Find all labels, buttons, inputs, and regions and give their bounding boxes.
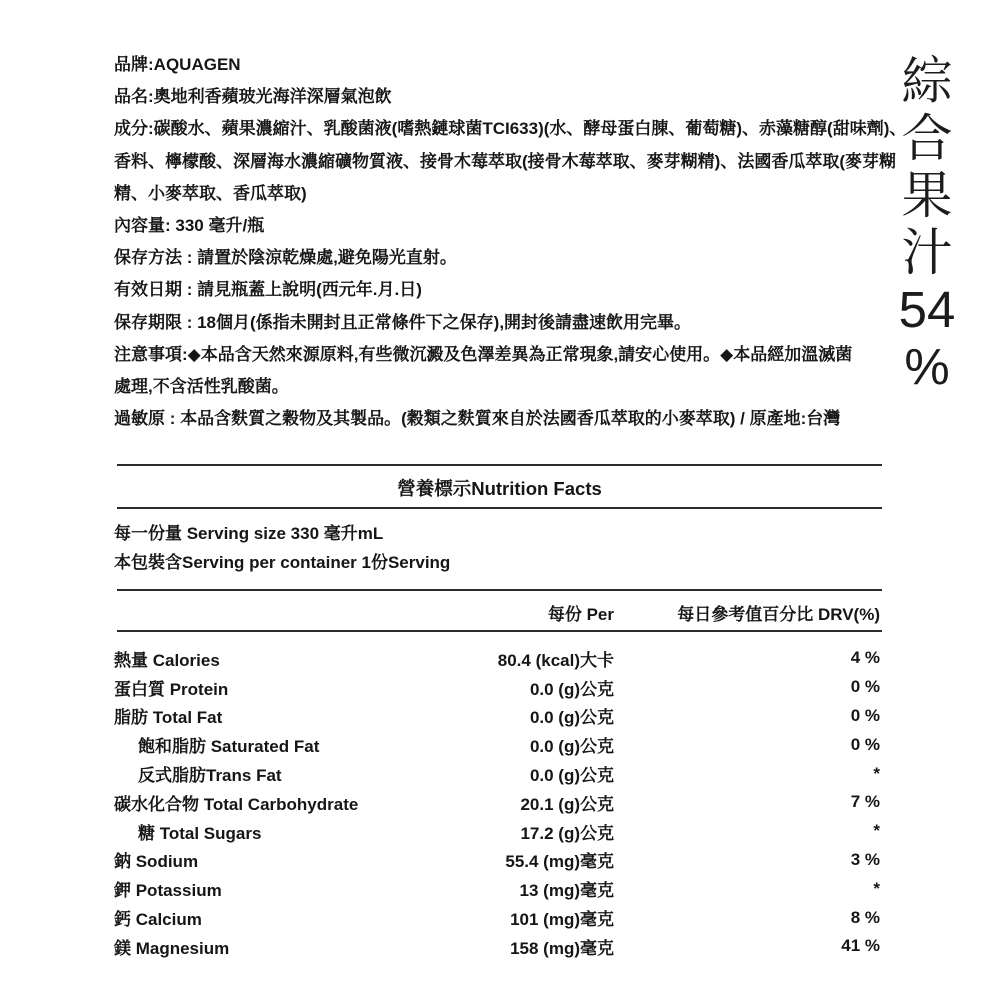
per-serving-value: 17.2 (g)公克 — [520, 823, 614, 843]
nutrition-table-header — [114, 600, 880, 625]
nutrient-label: 反式脂肪Trans Fat — [138, 766, 282, 786]
divider-below-title — [117, 507, 882, 509]
vertical-char: 合 — [901, 110, 953, 167]
table-row — [114, 903, 880, 932]
per-serving-value: 0.0 (g)公克 — [529, 708, 614, 728]
nutrient-label: 鈣 Calcium — [114, 910, 202, 930]
ingredients-line-1: 成分:碳酸水、蘋果濃縮汁、乳酸菌液(嗜熱鏈球菌TCI633)(水、酵母蛋白腖、葡萄糖)、赤藻糖醇(甜味劑)、 — [114, 119, 907, 139]
nutrient-label: 蛋白質 Protein — [114, 679, 229, 699]
nutrient-label: 鎂 Magnesium — [114, 938, 230, 958]
nutrient-label: 脂肪 Total Fat — [114, 708, 223, 728]
drv-value: * — [873, 763, 880, 783]
table-row — [114, 932, 880, 961]
per-serving-value: 158 (mg)毫克 — [510, 938, 614, 958]
table-row — [114, 702, 880, 731]
serving-size-line: 每一份量 Serving size 330 毫升mL — [114, 524, 384, 543]
table-row — [114, 730, 880, 759]
vertical-char: 汁 — [901, 224, 953, 281]
caution-line-1: 注意事項:◆本品含天然來源原料,有些微沉澱及色澤差異為正常現象,請安心使用。◆本品經加溫滅菌 — [114, 344, 853, 364]
table-row — [114, 673, 880, 702]
storage-method-line: 保存方法 : 請置於陰涼乾燥處,避免陽光直射。 — [114, 248, 457, 268]
per-serving-value: 13 (mg)毫克 — [519, 881, 614, 901]
nutrient-label: 碳水化合物 Total Carbohydrate — [114, 794, 359, 814]
per-serving-value: 20.1 (g)公克 — [520, 794, 614, 814]
drv-value: * — [873, 821, 880, 841]
shelf-life-line: 保存期限 : 18個月(係指未開封且正常條件下之保存),開封後請盡速飲用完畢。 — [114, 312, 692, 332]
table-row — [114, 874, 880, 903]
header-per-serving: 每份 Per — [547, 605, 614, 624]
nutrient-label: 飽和脂肪 Saturated Fat — [138, 737, 320, 757]
per-serving-value: 101 (mg)毫克 — [510, 910, 614, 930]
drv-value: 8 % — [850, 907, 880, 927]
caution-line-2: 處理,不含活性乳酸菌。 — [114, 377, 289, 397]
ingredients-line-2: 香料、檸檬酸、深層海水濃縮礦物質液、接骨木莓萃取(接骨木莓萃取、麥芽糊精)、法國香瓜萃取(麥芽糊 — [114, 151, 896, 171]
nutrient-label: 熱量 Calories — [114, 650, 220, 670]
allergen-origin-line: 過敏原 : 本品含麩質之穀物及其製品。(穀類之麩質來自於法國香瓜萃取的小麥萃取) / 原產地:台灣 — [114, 409, 841, 429]
nutrient-label: 糖 Total Sugars — [138, 823, 262, 843]
net-content-line: 內容量: 330 毫升/瓶 — [114, 216, 265, 236]
expiry-date-line: 有效日期 : 請見瓶蓋上說明(西元年.月.日) — [114, 280, 422, 300]
drv-value: 41 % — [841, 936, 880, 956]
product-name-line: 品名:奧地利香蘋玻光海洋深層氣泡飲 — [114, 87, 392, 107]
table-row — [114, 846, 880, 875]
header-drv: 每日參考值百分比 DRV(%) — [677, 605, 880, 624]
vertical-char: 54 — [898, 281, 956, 338]
drv-value: 3 % — [850, 849, 880, 869]
per-serving-value: 0.0 (g)公克 — [529, 679, 614, 699]
brand-line: 品牌:AQUAGEN — [114, 55, 241, 74]
ingredients-line-3: 精、小麥萃取、香瓜萃取) — [114, 183, 307, 203]
servings-per-container-line: 本包裝含Serving per container 1份Serving — [114, 552, 451, 572]
per-serving-value: 55.4 (mg)毫克 — [505, 852, 614, 872]
nutrition-facts-title: 營養標示Nutrition Facts — [397, 478, 602, 499]
divider-below-header — [117, 630, 882, 632]
nutrient-label: 鈉 Sodium — [114, 852, 199, 872]
drv-value: 0 % — [850, 677, 880, 697]
vertical-char: % — [904, 338, 950, 395]
table-row — [114, 817, 880, 846]
juice-content-vertical-label — [896, 53, 958, 395]
per-serving-value: 0.0 (g)公克 — [529, 737, 614, 757]
serving-info-block — [114, 520, 450, 577]
drv-value: 0 % — [850, 734, 880, 754]
label-info-block — [114, 49, 914, 435]
divider-below-serving — [117, 589, 882, 591]
vertical-char: 果 — [901, 167, 953, 224]
table-row — [114, 644, 880, 673]
nutrition-table — [114, 644, 880, 961]
divider-top — [117, 464, 882, 466]
per-serving-value: 80.4 (kcal)大卡 — [497, 650, 614, 670]
drv-value: 0 % — [850, 705, 880, 725]
table-row — [114, 759, 880, 788]
vertical-char: 綜 — [901, 53, 953, 110]
table-row — [114, 788, 880, 817]
drv-value: 4 % — [850, 648, 880, 668]
nutrient-label: 鉀 Potassium — [114, 881, 222, 901]
drv-value: * — [873, 878, 880, 898]
drv-value: 7 % — [850, 792, 880, 812]
per-serving-value: 0.0 (g)公克 — [529, 766, 614, 786]
